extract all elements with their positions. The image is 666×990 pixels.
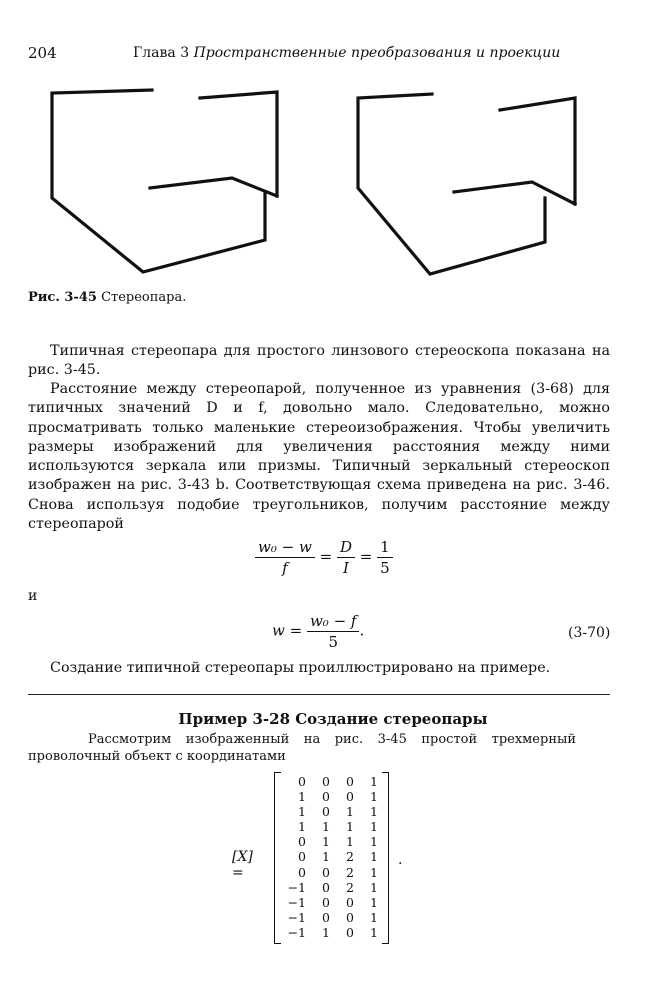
- matrix-row: [282, 880, 378, 895]
- matrix-period: .: [398, 852, 403, 868]
- matrix-row: [282, 865, 378, 880]
- eq1-num-2: D: [337, 538, 355, 558]
- matrix-right-bracket: [382, 772, 389, 944]
- example-text-block: [28, 731, 576, 765]
- matrix-rows: [282, 774, 378, 940]
- matrix-row: [282, 819, 378, 834]
- section-rule: [28, 694, 610, 695]
- matrix-cell: 2: [346, 879, 354, 895]
- example-text: Рассмотрим изображенный на рис. 3-45 простой трехмерный проволочный объект с координатами: [28, 732, 576, 764]
- paragraph-2-block: [28, 380, 610, 534]
- eq2-fraction: [307, 612, 360, 651]
- eq1-den-1: f: [282, 559, 288, 577]
- matrix-cell: 1: [370, 894, 378, 910]
- matrix-cell: 1: [370, 804, 378, 820]
- eq2-lhs: w =: [272, 621, 303, 640]
- eq1-fraction-1: [255, 538, 315, 577]
- matrix-cell: 1: [346, 804, 354, 820]
- eq1-fraction-3: [377, 538, 393, 577]
- left-wireframe-outer: [52, 90, 265, 272]
- matrix-cell: 0: [298, 774, 306, 789]
- example-title: Пример 3-28 Создание стереопары: [178, 710, 488, 728]
- right-wireframe-panel: [500, 98, 575, 204]
- matrix-cell: 0: [346, 894, 354, 910]
- matrix-label: [X] =: [232, 849, 253, 881]
- and-word: и: [28, 588, 38, 604]
- equation-2: [272, 612, 364, 651]
- matrix-row: [282, 925, 378, 940]
- page-number: 204: [28, 44, 57, 62]
- matrix-cell: 0: [322, 894, 330, 910]
- stereo-pair-figure: [40, 78, 600, 283]
- matrix-cell: 0: [322, 879, 330, 895]
- matrix-row: [282, 910, 378, 925]
- matrix-cell: 1: [370, 834, 378, 850]
- matrix-cell: 0: [322, 909, 330, 925]
- eq1-num-3: 1: [377, 538, 393, 558]
- matrix-cell: 1: [298, 819, 306, 835]
- figure-label: Рис. 3-45: [28, 290, 97, 305]
- eq1-den-3: 5: [380, 559, 390, 577]
- matrix-cell: 0: [322, 804, 330, 820]
- matrix-cell: 1: [298, 804, 306, 820]
- matrix-row: [282, 834, 378, 849]
- paragraph-1: Типичная стереопара для простого линзового стереоскопа показана на рис. 3-45.: [28, 343, 610, 379]
- matrix-row: [282, 895, 378, 910]
- matrix-cell: −1: [287, 879, 306, 895]
- eq2-period: .: [359, 621, 365, 640]
- chapter-title: Пространственные преобразования и проекции: [193, 45, 561, 61]
- matrix-cell: 0: [298, 864, 306, 880]
- matrix-cell: −1: [287, 924, 306, 940]
- matrix-cell: 1: [370, 789, 378, 805]
- matrix-cell: 2: [346, 864, 354, 880]
- matrix-cell: 1: [322, 924, 330, 940]
- running-head: [133, 45, 560, 61]
- matrix-row: [282, 774, 378, 789]
- figure-caption: [28, 290, 186, 305]
- matrix-cell: 0: [322, 864, 330, 880]
- matrix-cell: 1: [370, 864, 378, 880]
- matrix-cell: 1: [346, 819, 354, 835]
- paragraph-3: Создание типичной стереопары проиллюстрировано на примере.: [50, 660, 551, 676]
- matrix-cell: 0: [346, 924, 354, 940]
- eq1-equals-1: =: [319, 547, 333, 566]
- figure-caption-text: Стереопара.: [101, 290, 187, 305]
- matrix-cell: −1: [287, 909, 306, 925]
- matrix-cell: 1: [370, 849, 378, 865]
- matrix-cell: 0: [322, 789, 330, 805]
- matrix-left-bracket: [274, 772, 281, 944]
- eq1-den-2: I: [342, 559, 349, 577]
- chapter-label: Глава 3: [133, 45, 190, 61]
- matrix-cell: 1: [322, 834, 330, 850]
- matrix-row: [282, 849, 378, 864]
- matrix-cell: 1: [370, 774, 378, 789]
- matrix-cell: 0: [298, 849, 306, 865]
- matrix-cell: 1: [370, 924, 378, 940]
- matrix-cell: 1: [370, 819, 378, 835]
- eq1-equals-2: =: [359, 547, 373, 566]
- matrix-row: [282, 789, 378, 804]
- paragraph-2: Расстояние между стереопарой, полученное из уравнения (3-68) для типичных значений D и f, довольно мало. Следовательно, можно просматривать только маленькие стереоизображения. Чтобы увеличить размеры изображений для увеличения расстояния между ними используются зеркала или призмы. Типичный зеркальный стереоскоп изображен на рис. 3-43 b. Соответствующая схема приведена на рис. 3-46. Снова используя подобие треугольников, получим расстояние между стереопарой: [28, 381, 610, 533]
- matrix-cell: 0: [346, 909, 354, 925]
- eq2-num: w₀ − f: [307, 612, 360, 632]
- right-wireframe-inner: [454, 182, 575, 204]
- matrix-cell: 2: [346, 849, 354, 865]
- left-wireframe-inner: [150, 178, 277, 196]
- matrix-cell: 1: [322, 819, 330, 835]
- matrix-cell: 0: [346, 789, 354, 805]
- equation-1: [255, 538, 393, 577]
- matrix-cell: 0: [346, 774, 354, 789]
- matrix-cell: 1: [346, 834, 354, 850]
- matrix-cell: 1: [370, 879, 378, 895]
- eq2-den: 5: [328, 633, 338, 651]
- eq1-fraction-2: [337, 538, 355, 577]
- matrix-row: [282, 804, 378, 819]
- matrix-cell: 1: [322, 849, 330, 865]
- equation-number: (3-70): [568, 625, 611, 641]
- matrix-cell: −1: [287, 894, 306, 910]
- matrix-cell: 0: [298, 834, 306, 850]
- paragraph-1-block: [28, 342, 610, 381]
- matrix-cell: 1: [370, 909, 378, 925]
- matrix-cell: 0: [322, 774, 330, 789]
- matrix-cell: 1: [298, 789, 306, 805]
- eq1-num-1: w₀ − w: [255, 538, 315, 558]
